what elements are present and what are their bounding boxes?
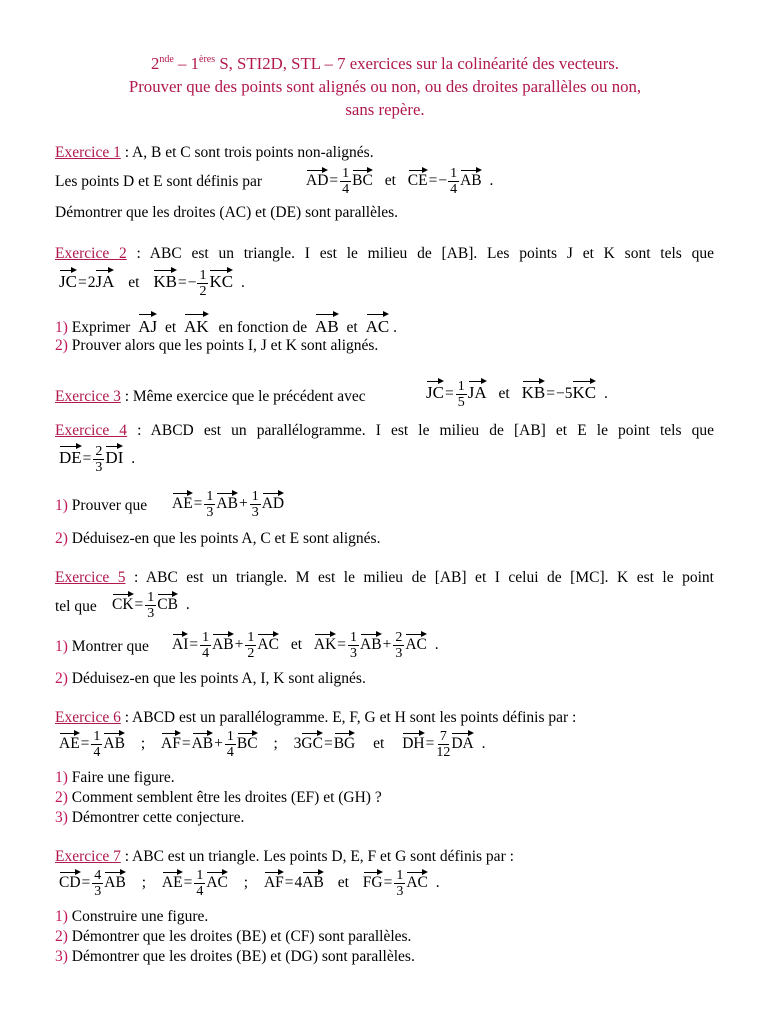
exercise-2-q1: 1) Exprimer AJ et AK en fonction de AB et AC . [55,313,397,338]
exercise-2-label: Exercice 2 [55,245,127,262]
exercise-7-formula: CD= $\frac{4}{3}$ AB ; AE= $\frac{1}{4}$ AC ; AF=4AB et FG= $\frac{1}{3}$ AC . [59,868,440,899]
exercise-1-intro: Exercice 1 : A, B et C sont trois points non-alignés. [55,144,374,161]
exercise-5-line2: tel que [55,598,97,615]
header-line-1: 2nde – 1ères S, STI2D, STL – 7 exercices sur la colinéarité des vecteurs. [151,54,619,73]
exercise-5-formula: CK= $\frac{1}{3}$ CB . [112,590,190,621]
exercise-1-question: Démontrer que les droites (AC) et (DE) sont parallèles. [55,204,399,221]
exercise-7-q2: 2) Démontrer que les droites (BE) et (CF) sont parallèles. [55,928,412,945]
exercise-3-formula: JC= $\frac{1}{5}$ JA et KB=−5KC . [426,379,608,410]
exercise-4-intro: Exercice 4 : ABCD est un parallélogramme. I est le milieu de [AB] et E le point tels que [55,422,714,439]
header-line-2: Prouver que des points sont alignés ou non, ou des droites parallèles ou non, [128,77,642,96]
header-line-3: sans repère. [345,100,425,119]
exercise-3-intro: Exercice 3 : Même exercice que le précédent avec [55,388,366,405]
exercise-6-formula: AE= $\frac{1}{4}$ AB ; AF=AB+ $\frac{1}{4}$ BC ; 3GC=BG et DH= $\frac{7}{12}$ DA . [59,729,486,760]
exercise-4-formula: DE= $\frac{2}{3}$ DI . [59,444,136,475]
exercise-5-label: Exercice 5 [55,569,126,586]
exercise-7-label: Exercice 7 [55,848,121,865]
exercise-7-intro: Exercice 7 : ABC est un triangle. Les points D, E, F et G sont définis par : [55,848,514,865]
exercise-4-q1-formula: AE= $\frac{1}{3}$ AB+ $\frac{1}{3}$ AD [172,489,285,520]
exercise-2-q2: 2) Prouver alors que les points I, J et K sont alignés. [55,337,379,354]
exercise-5-intro: Exercice 5 : ABC est un triangle. M est le milieu de [AB] et I celui de [MC]. K est le point [55,569,714,586]
exercise-6-intro: Exercice 6 : ABCD est un parallélogramme. E, F, G et H sont les points définis par : [55,709,577,726]
exercise-1-line2: Les points D et E sont définis par [55,173,263,190]
exercise-6-q1: 1) Faire une figure. [55,769,175,786]
exercise-3-label: Exercice 3 [55,388,121,405]
exercise-1-label: Exercice 1 [55,144,121,161]
exercise-5-q2: 2) Déduisez-en que les points A, I, K sont alignés. [55,670,366,687]
exercise-6-q2: 2) Comment semblent être les droites (EF) et (GH) ? [55,789,382,806]
exercise-7-q3: 3) Démontrer que les droites (BE) et (DG) sont parallèles. [55,948,415,965]
exercise-4-q1: 1) Prouver que [55,497,148,514]
exercise-7-q1: 1) Construire une figure. [55,908,209,925]
exercise-6-q3: 3) Démontrer cette conjecture. [55,809,245,826]
exercise-1-formula: AD= $\frac{1}{4}$ BC et CE=− $\frac{1}{4}$ AB . [306,166,494,197]
exercise-2-intro: Exercice 2 : ABC est un triangle. I est le milieu de [AB]. Les points J et K sont tels que [55,245,714,262]
exercise-2-formula: JC=2JA et KB=− $\frac{1}{2}$ KC . [59,268,245,299]
exercise-5-q1-formula: AI= $\frac{1}{4}$ AB+ $\frac{1}{2}$ AC et AK= $\frac{1}{3}$ AB+ $\frac{2}{3}$ AC . [172,630,439,661]
exercise-4-q2: 2) Déduisez-en que les points A, C et E sont alignés. [55,530,381,547]
exercise-6-label: Exercice 6 [55,709,121,726]
exercise-5-q1: 1) Montrer que [55,638,149,655]
exercise-4-label: Exercice 4 [55,422,128,439]
